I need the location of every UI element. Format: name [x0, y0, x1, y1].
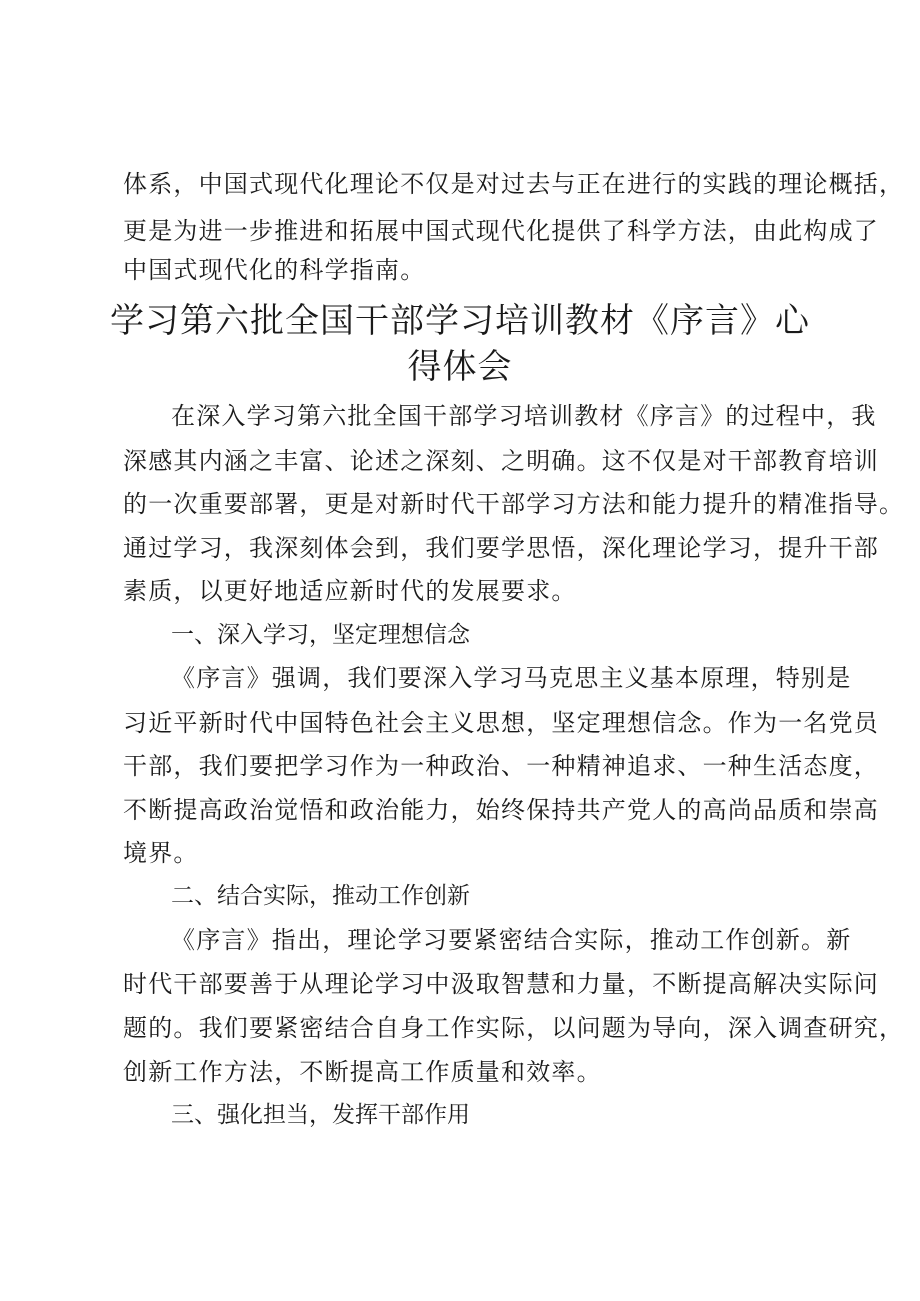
text-line: 时代干部要善于从理论学习中汲取智慧和力量，不断提高解决实际问	[123, 970, 879, 998]
text-line: 素质，以更好地适应新时代的发展要求。	[123, 577, 577, 605]
text-line: 更是为进一步推进和拓展中国式现代化提供了科学方法，由此构成了	[123, 217, 879, 245]
text-line: 习近平新时代中国特色社会主义思想，坚定理想信念。作为一名党员	[123, 709, 879, 737]
text-line: 的一次重要部署，更是对新时代干部学习方法和能力提升的精准指导。	[123, 490, 905, 518]
text-line: 不断提高政治觉悟和政治能力，始终保持共产党人的高尚品质和崇高	[123, 796, 879, 824]
text-line: 《序言》强调，我们要深入学习马克思主义基本原理，特别是	[171, 664, 852, 692]
text-line: 中国式现代化的科学指南。	[123, 256, 426, 284]
section-heading: 一、深入学习，坚定理想信念	[171, 622, 470, 648]
text-line: 创新工作方法，不断提高工作质量和效率。	[123, 1058, 602, 1086]
text-line: 《序言》指出，理论学习要紧密结合实际，推动工作创新。新	[171, 926, 852, 954]
text-line: 体系，中国式现代化理论不仅是对过去与正在进行的实践的理论概括，	[123, 170, 905, 198]
text-line: 在深入学习第六批全国干部学习培训教材《序言》的过程中，我	[171, 402, 877, 430]
text-line: 深感其内涵之丰富、论述之深刻、之明确。这不仅是对干部教育培训	[123, 447, 879, 475]
document-title-line-1: 学习第六批全国干部学习培训教材《序言》心	[110, 301, 810, 341]
text-line: 干部，我们要把学习作为一种政治、一种精神追求、一种生活态度，	[123, 752, 879, 780]
section-heading: 三、强化担当，发挥干部作用	[171, 1102, 470, 1128]
text-line: 境界。	[123, 839, 199, 867]
section-heading: 二、结合实际，推动工作创新	[171, 883, 470, 909]
document-title-line-2: 得体会	[407, 347, 513, 387]
text-line: 通过学习，我深刻体会到，我们要学思悟，深化理论学习，提升干部	[123, 534, 879, 562]
text-line: 题的。我们要紧密结合自身工作实际，以问题为导向，深入调查研究，	[123, 1014, 905, 1042]
